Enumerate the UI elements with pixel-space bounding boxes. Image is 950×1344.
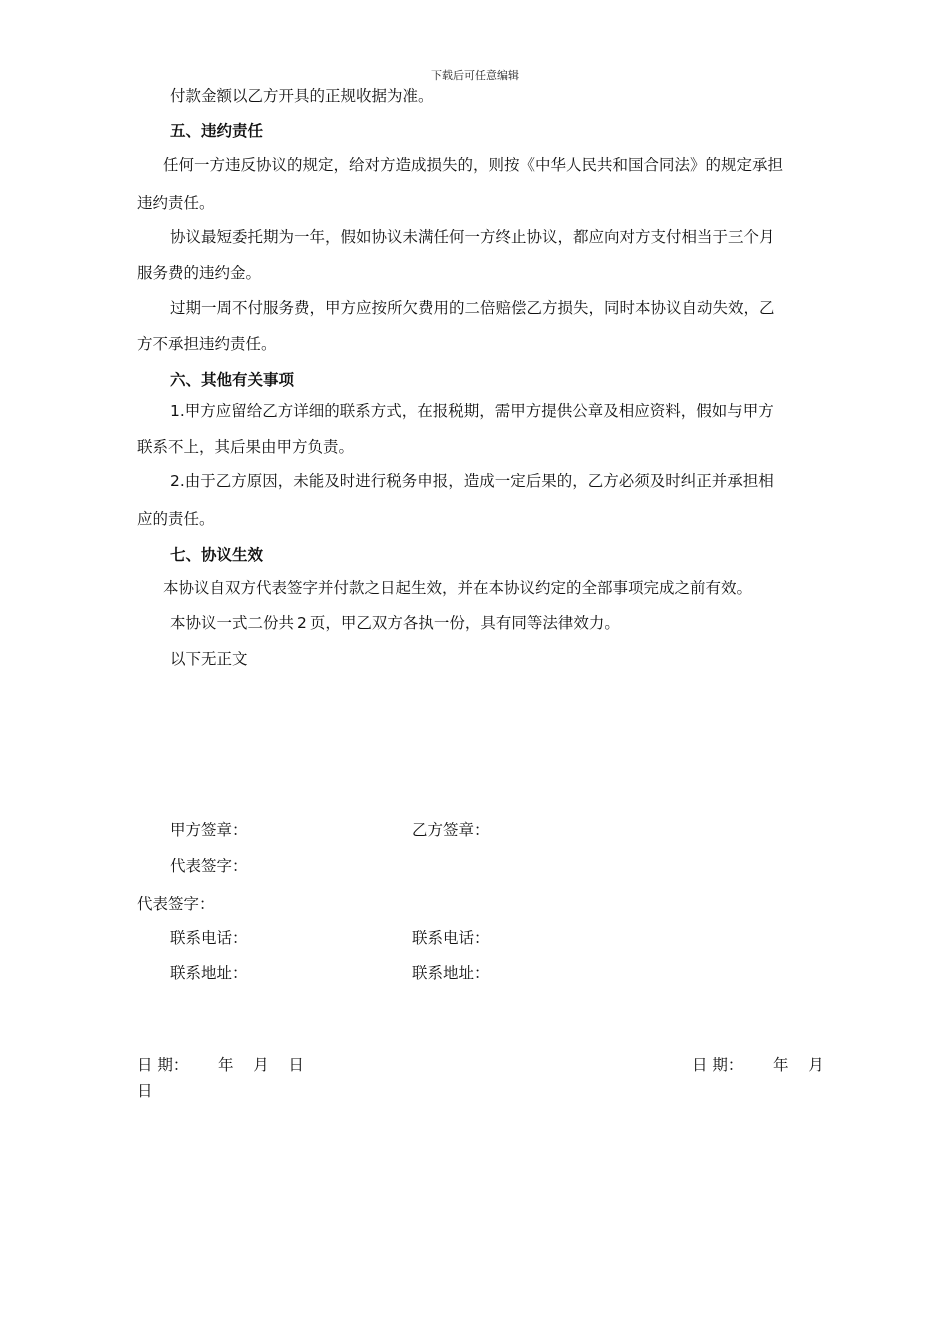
sec5-p1-line1: 任何一方违反协议的规定，给对方造成损失的，则按《中华人民共和国合同法》的规定承担: [163, 156, 784, 174]
item1-number: 1.: [170, 402, 185, 420]
sec7-p1: 本协议自双方代表签字并付款之日起生效，并在本协议约定的全部事项完成之前有效。: [163, 579, 753, 597]
party-b-date: 日 期： 年 月: [692, 1056, 824, 1074]
payment-paragraph: 付款金额以乙方开具的正规收据为准。: [170, 87, 434, 105]
end-of-text-note: 以下无正文: [170, 650, 248, 668]
party-a-phone-label: 联系电话：: [170, 929, 248, 947]
sec7-p2: [170, 613, 620, 633]
header-note: 下载后可任意编辑: [431, 69, 519, 82]
party-b-seal-label: 乙方签章：: [412, 821, 490, 839]
sec5-p2-line1: 协议最短委托期为一年，假如协议未满任何一方终止协议，都应向对方支付相当于三个月: [170, 228, 775, 246]
party-b-rep-sign-label: 代表签字：: [137, 895, 215, 913]
item1-text: 甲方应留给乙方详细的联系方式，在报税期，需甲方提供公章及相应资料，假如与甲方: [184, 402, 774, 420]
sec5-p3-line1: 过期一周不付服务费，甲方应按所欠费用的二倍赔偿乙方损失，同时本协议自动失效，乙: [170, 299, 775, 317]
party-a-date: 日 期： 年 月 日: [137, 1056, 304, 1074]
sec6-item1-line2: 联系不上，其后果由甲方负责。: [137, 438, 355, 456]
sec5-p1-line2: 违约责任。: [137, 194, 215, 212]
sec7-p2-a: 本协议一式二份共: [170, 614, 295, 632]
item2-text: 由于乙方原因，未能及时进行税务申报，造成一定后果的，乙方必须及时纠正并承担相: [184, 472, 774, 490]
party-a-seal-label: 甲方签章：: [170, 821, 248, 839]
section-6-title: 六、其他有关事项: [170, 371, 295, 389]
party-a-rep-sign-label: 代表签字：: [170, 857, 248, 875]
party-b-address-label: 联系地址：: [412, 964, 490, 982]
section-7-title: 七、协议生效: [170, 546, 264, 564]
sec7-page-count: 2: [297, 614, 307, 632]
sec7-p2-b: 页，甲乙双方各执一份，具有同等法律效力。: [309, 614, 620, 632]
item2-number: 2.: [170, 472, 185, 490]
section-5-title: 五、违约责任: [170, 122, 264, 140]
sec6-item2-line2: 应的责任。: [137, 510, 215, 528]
sec5-p3-line2: 方不承担违约责任。: [137, 335, 277, 353]
sec6-item1-line1: [170, 401, 774, 421]
party-b-phone-label: 联系电话：: [412, 929, 490, 947]
sec6-item2-line1: [170, 471, 774, 491]
party-a-address-label: 联系地址：: [170, 964, 248, 982]
sec5-p2-line2: 服务费的违约金。: [137, 264, 262, 282]
party-b-date-day: 日: [137, 1082, 153, 1100]
